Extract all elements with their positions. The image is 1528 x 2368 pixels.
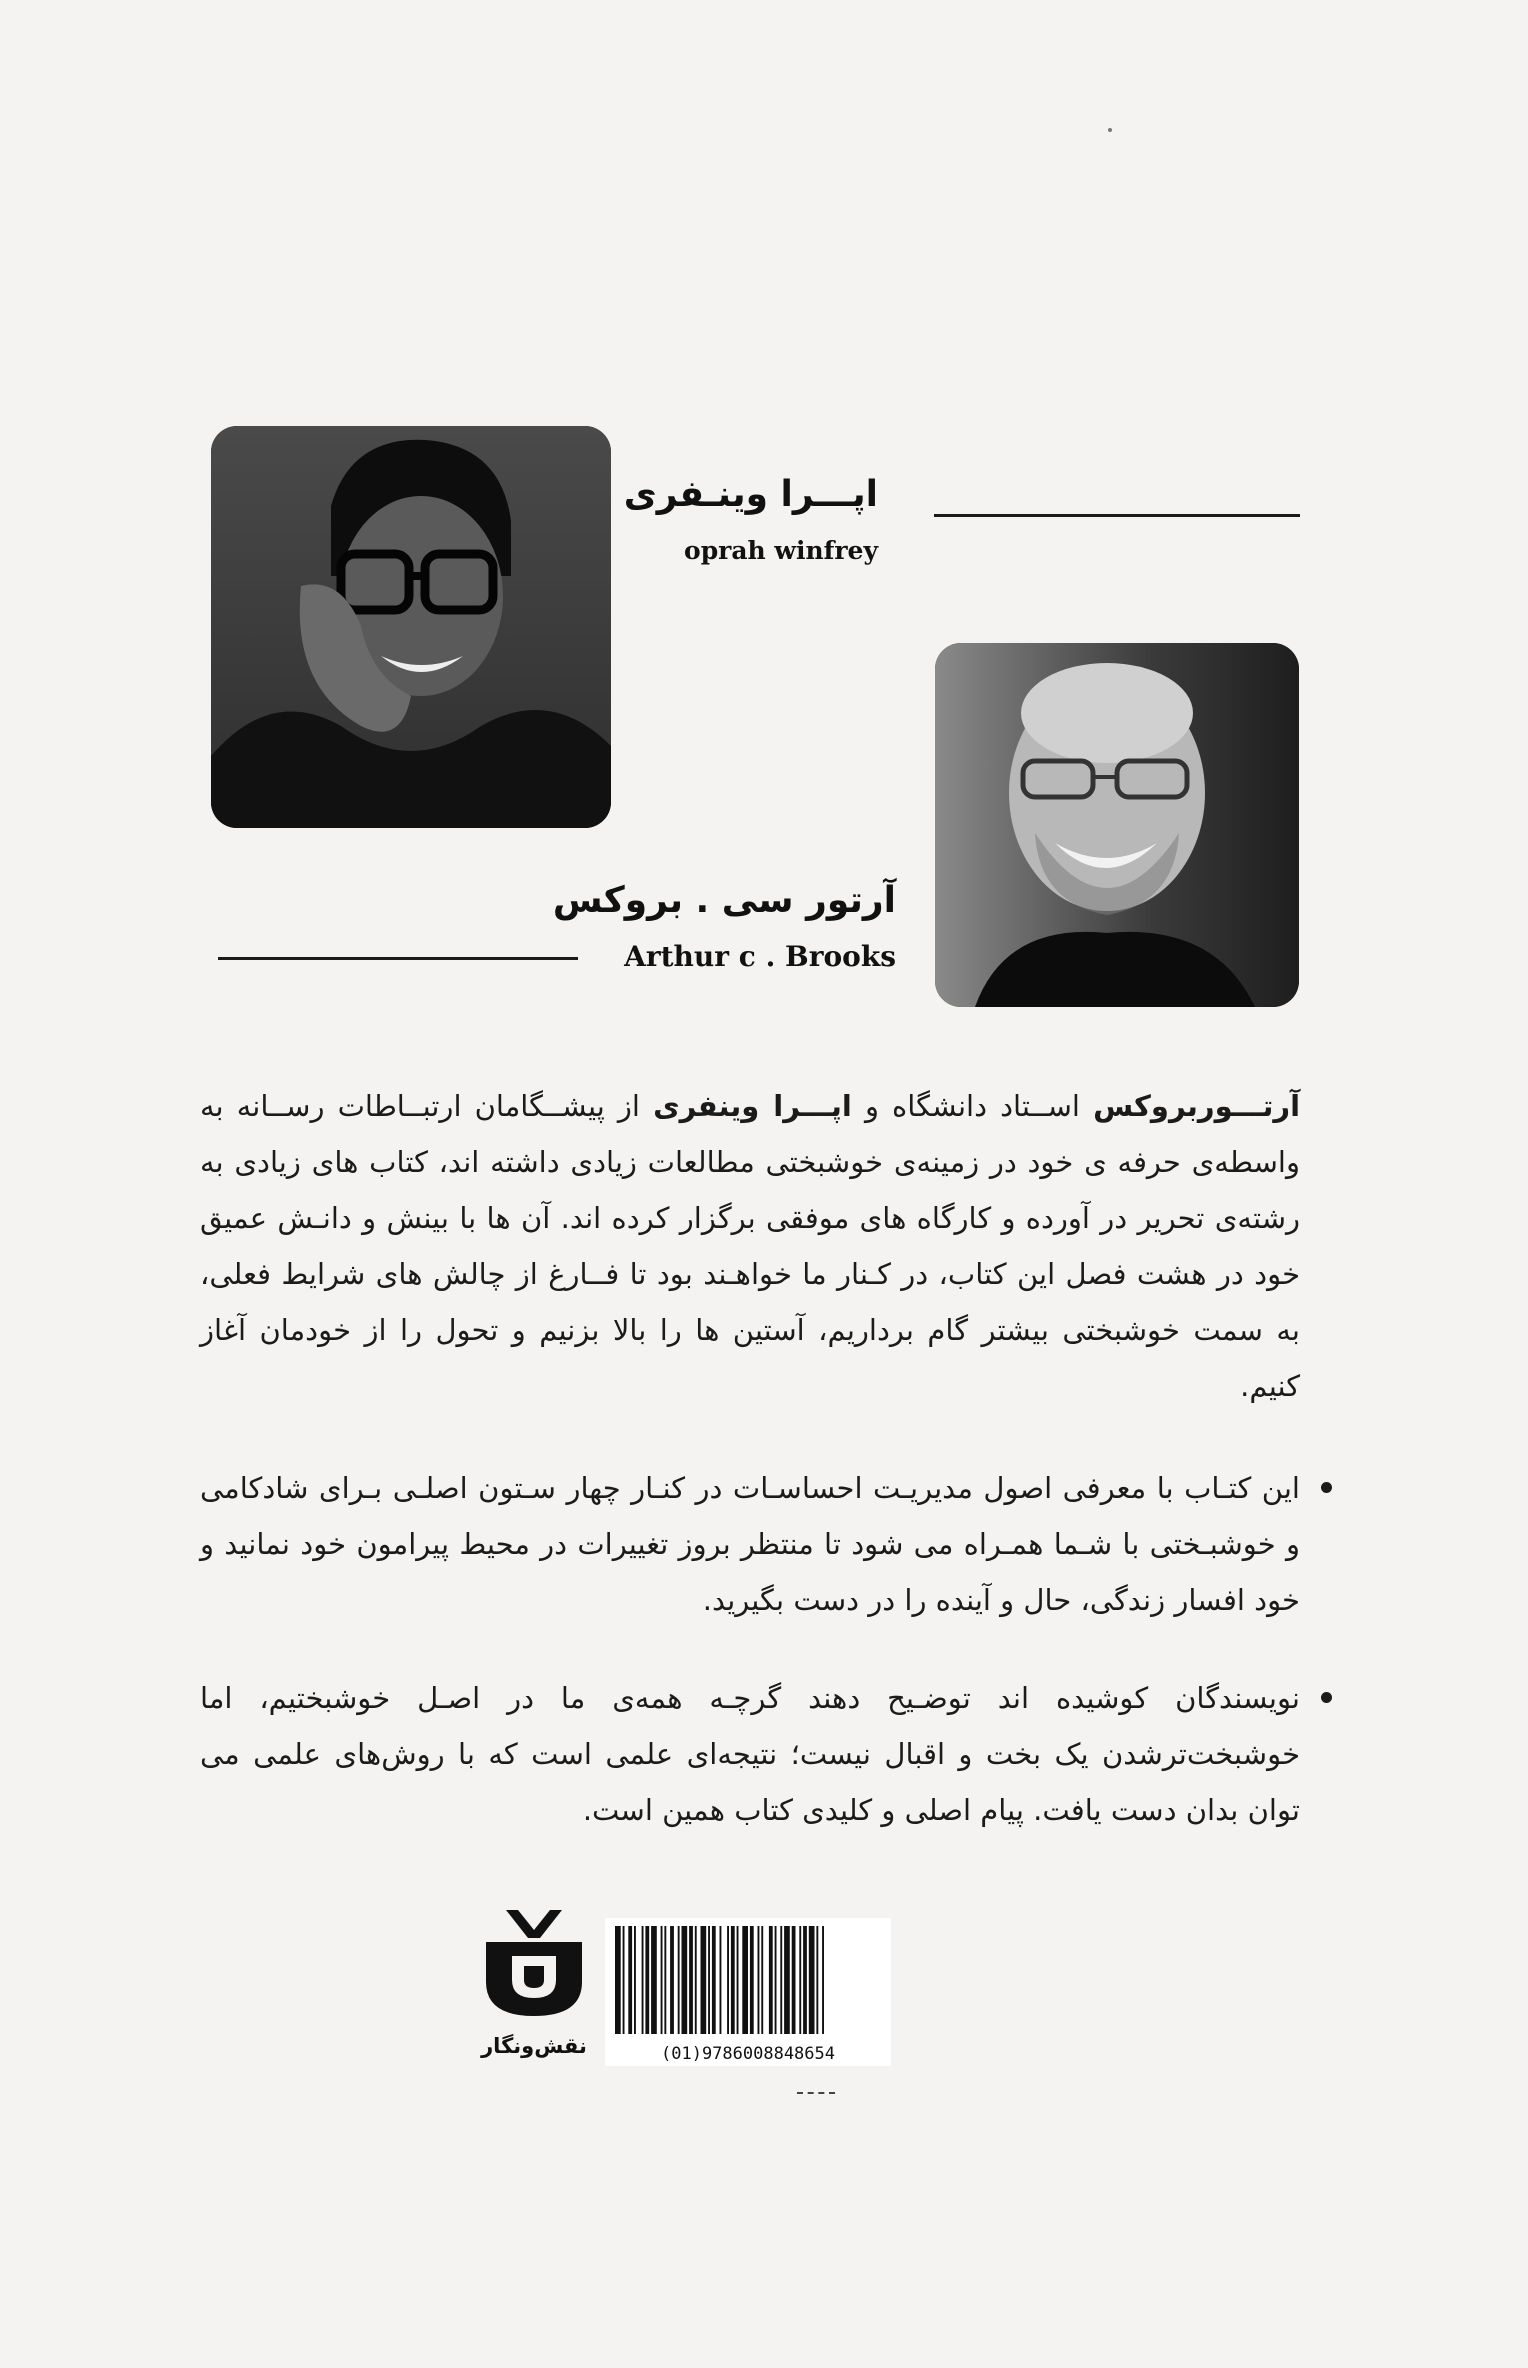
oprah-name-persian: اپـــرا وینـفری: [623, 474, 878, 515]
arthur-divider-line: [218, 957, 578, 960]
barcode-bar: [628, 1926, 632, 2034]
barcode-bar: [664, 1926, 666, 2034]
barcode-bar: [784, 1926, 790, 2034]
barcode-bar: [695, 1926, 697, 2034]
dash-marks: [797, 2092, 835, 2096]
barcode-bar: [822, 1926, 824, 2034]
isbn-barcode: [605, 1918, 891, 2066]
barcode-bar: [731, 1926, 735, 2034]
intro-author-oprah: اپـــرا وینفری: [653, 1089, 852, 1123]
barcode-bar: [761, 1926, 763, 2034]
barcode-bar: [708, 1926, 710, 2034]
barcode-bar: [727, 1926, 729, 2034]
barcode-bar: [670, 1926, 674, 2034]
barcode-bar: [803, 1926, 807, 2034]
publisher-name: نقش‌ونگار: [481, 2034, 587, 2058]
barcode-bar: [809, 1926, 815, 2034]
intro-author-arthur: آرتـــوربروکس: [1093, 1089, 1301, 1123]
bullet-item: [200, 1460, 1300, 1628]
barcode-bar: [780, 1926, 782, 2034]
publisher-logo: [480, 1908, 588, 2018]
barcode-bar: [720, 1926, 722, 2034]
arthur-name-persian: آرتور سی . بروکس: [552, 880, 896, 921]
intro-text-1: اســتاد دانشگاه و: [851, 1089, 1094, 1123]
oprah-divider-line: [934, 514, 1300, 517]
oprah-name-english: oprah winfrey: [684, 536, 878, 565]
barcode-bars: [605, 1918, 891, 2040]
barcode-bar: [750, 1926, 754, 2034]
barcode-bar: [816, 1926, 818, 2034]
oprah-winfrey-photo: [211, 426, 611, 828]
barcode-bar: [712, 1926, 716, 2034]
arthur-brooks-photo: [935, 643, 1299, 1007]
barcode-bar: [742, 1926, 748, 2034]
dust-speck: [1108, 128, 1112, 132]
intro-paragraph: [200, 1078, 1300, 1414]
barcode-bar: [758, 1926, 760, 2034]
barcode-bar: [775, 1926, 777, 2034]
arthur-name-english: Arthur c . Brooks: [624, 940, 896, 973]
bullet-text: این کتـاب با معرفی اصول مدیریـت احساسـات در کنـار چهار سـتون اصلـی بـرای شادکامی و خوشبـختی با شـما همـراه می شود تا منتظر بروز تغییرات در محیط پیرامون خود نمانید و خود افسار زندگی، حال و آینده را در دست بگیرید.: [200, 1471, 1300, 1617]
barcode-bar: [634, 1926, 636, 2034]
bullet-item: [200, 1670, 1300, 1838]
barcode-bar: [651, 1926, 657, 2034]
barcode-bar: [682, 1926, 688, 2034]
bullet-dot: [1321, 1482, 1332, 1493]
barcode-bar: [623, 1926, 625, 2034]
barcode-bar: [792, 1926, 796, 2034]
barcode-bar: [661, 1926, 663, 2034]
barcode-number: (01)9786008848654: [661, 2044, 835, 2064]
bullet-dot: [1321, 1692, 1332, 1703]
barcode-bar: [645, 1926, 649, 2034]
barcode-bar: [678, 1926, 680, 2034]
barcode-bar: [615, 1926, 621, 2034]
intro-text-2: از پیشــگامان ارتبــاطات رســانه به واسطه‌ی حرفه ی خود در زمینه‌ی خوشبختی مطالعات زیادی داشته اند، کتاب های زیادی به رشته‌ی تحریر در آورده و کارگاه های موفقی برگزار کرده اند. آن ها با بینش و دانـش عمیق خود در هشت فصل این کتاب، در کـنار ما خواهـند بود تا فــارغ از چالش های شرایط فعلی، به سمت خوشبختی بیشتر گام برداریم، آستین ها را بالا بزنیم و تحول را از خودمان آغاز کنیم.: [200, 1089, 1300, 1403]
barcode-bar: [689, 1926, 693, 2034]
bullet-text: نویسندگان کوشیده اند توضـیح دهند گرچـه همه‌ی ما در اصـل خوشبختیم، اما خوشبخت‌ترشدن یک بخت و اقبال نیست؛ نتیجه‌ای علمی است که با روش‌های علمی می توان بدان دست یافت. پیام اصلی و کلیدی کتاب همین است.: [200, 1681, 1300, 1827]
barcode-bar: [701, 1926, 707, 2034]
barcode-bar: [642, 1926, 644, 2034]
barcode-bar: [769, 1926, 773, 2034]
barcode-bar: [737, 1926, 739, 2034]
barcode-bar: [799, 1926, 801, 2034]
